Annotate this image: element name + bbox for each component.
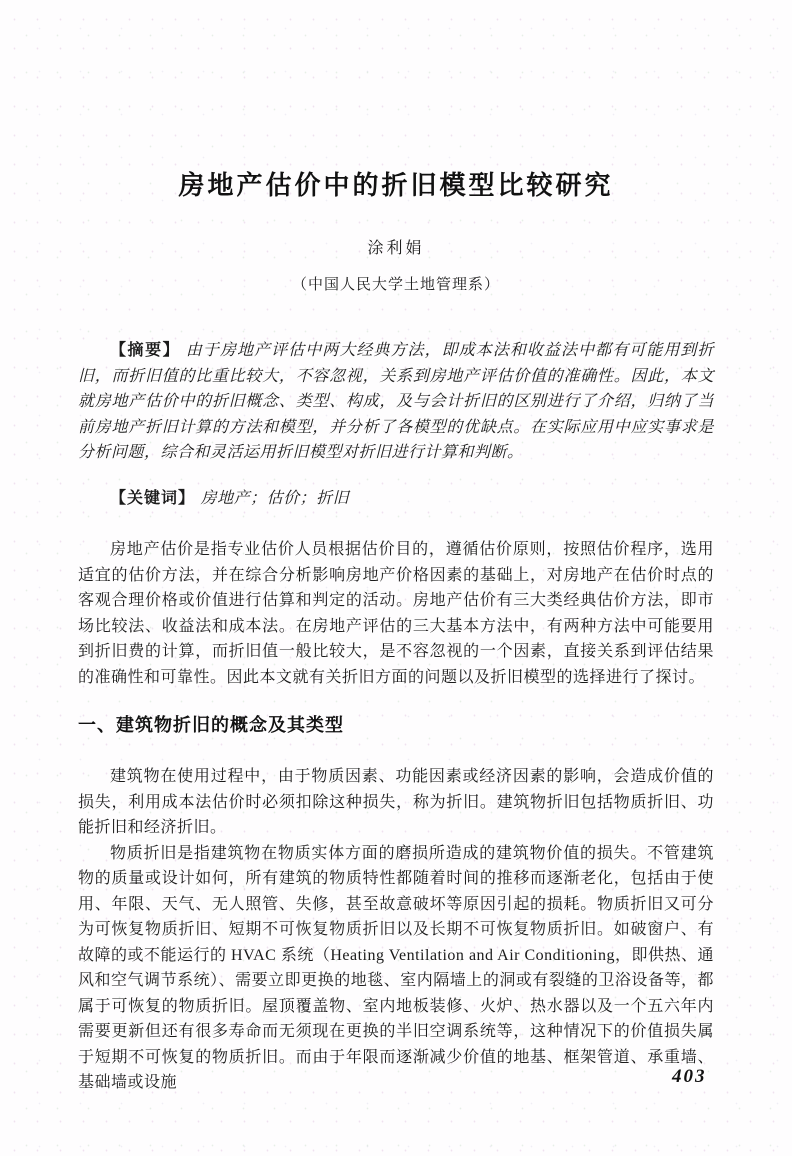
abstract-paragraph xyxy=(78,338,714,466)
page-content xyxy=(78,0,714,1096)
section-1-heading: 一、建筑物折旧的概念及其类型 xyxy=(78,715,344,735)
paper-author: 涂利娟 xyxy=(367,240,425,257)
paper-affiliation: （中国人民大学土地管理系） xyxy=(291,277,500,293)
paper-title: 房地产估价中的折旧模型比较研究 xyxy=(178,170,614,200)
section-1-paragraph-1: 建筑物在使用过程中，由于物质因素、功能因素或经济因素的影响，会造成价值的损失，利用成本法估价时必须扣除这种损失，称为折旧。建筑物折旧包括物质折旧、功能折旧和经济折旧。 xyxy=(78,768,714,836)
abstract-label: 【摘要】 xyxy=(110,342,181,359)
keywords-text: 房地产；估价；折旧 xyxy=(200,489,350,507)
intro-paragraph: 房地产估价是指专业估价人员根据估价目的，遵循估价原则，按照估价程序，选用适宜的估价方法，并在综合分析影响房地产价格因素的基础上，对房地产在估价时点的客观合理价格或价值进行估算和判定的活动。房地产估价有三大类经典估价方法，即市场比较法、收益法和成本法。在房地产评估的三大基本方法中，有两种方法中可能要用到折旧费的计算，而折旧值一般比较大，是不容忽视的一个因素，直接关系到评估结果的准确性和可靠性。因此本文就有关折旧方面的问题以及折旧模型的选择进行了探讨。 xyxy=(78,541,714,686)
section-1-paragraph-2: 物质折旧是指建筑物在物质实体方面的磨损所造成的建筑物价值的损失。不管建筑物的质量或设计如何，所有建筑的物质特性都随着时间的推移而逐渐老化，包括由于使用、年限、天气、无人照管、失修，甚至故意破坏等原因引起的损耗。物质折旧又可分为可恢复物质折旧、短期不可恢复物质折旧以及长期不可恢复物质折旧。如破窗户、有故障的或不能运行的 HVAC 系统（Heating Ventilation and Air Conditioning，即供热、通风和空气调节系统）、需要立即更换的地毯、室内隔墙上的洞或有裂缝的卫浴设备等，都属于可恢复的物质折旧。屋顶覆盖物、室内地板装修、火炉、热水器以及一个五六年内需要更新但还有很多寿命而无须现在更换的半旧空调系统等，这种情况下的价值损失属于短期不可恢复的物质折旧。而由于年限而逐渐减少价值的地基、框架管道、承重墙、基础墙或设施 xyxy=(78,844,714,1091)
page-number: 403 xyxy=(672,1066,707,1087)
abstract-text: 由于房地产评估中两大经典方法，即成本法和收益法中都有可能用到折旧，而折旧值的比重比较大，不容忽视，关系到房地产评估价值的准确性。因此，本文就房地产估价中的折旧概念、类型、构成，及与会计折旧的区别进行了介绍，归纳了当前房地产折旧计算的方法和模型，并分析了各模型的优缺点。在实际应用中应实事求是分析问题，综合和灵活运用折旧模型对折旧进行计算和判断。 xyxy=(78,342,714,461)
keywords-label: 【关键词】 xyxy=(110,489,196,507)
keywords-line xyxy=(78,486,714,512)
